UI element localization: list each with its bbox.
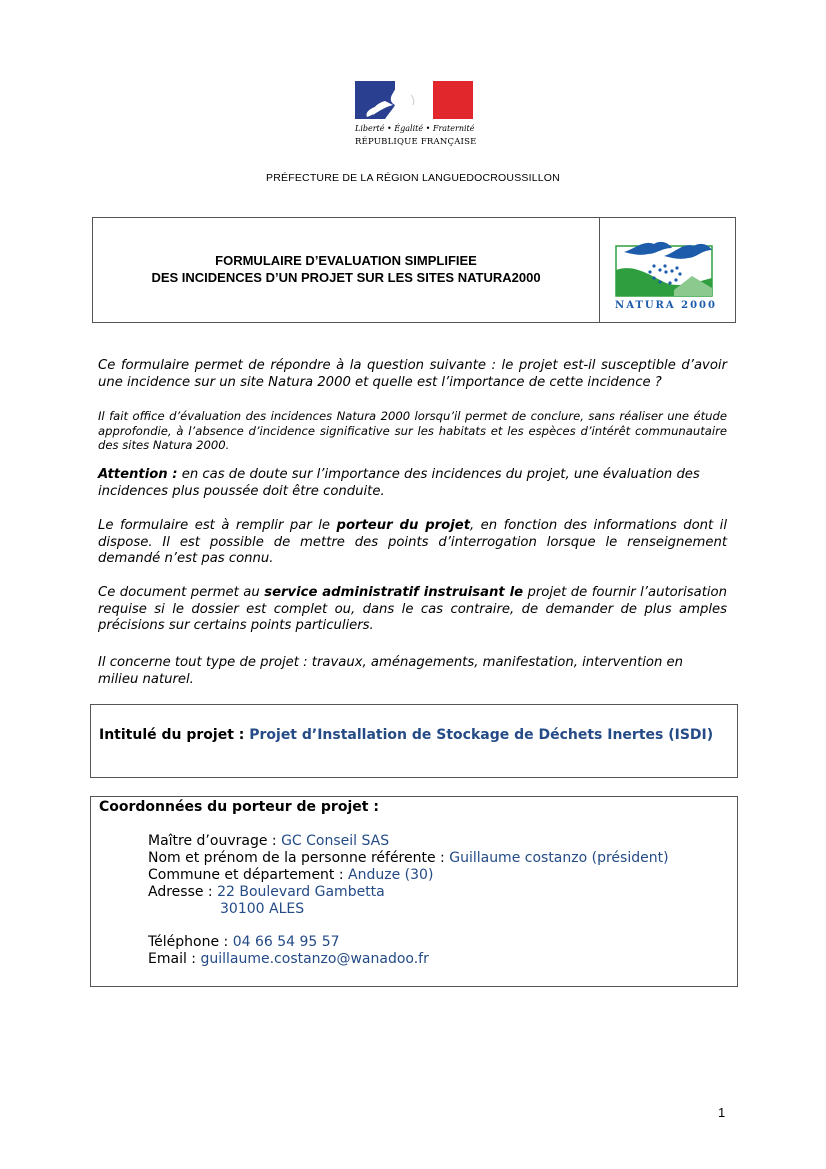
- intro-paragraph-6: Il concerne tout type de projet : travaux, aménagements, manifestation, intervention en milieu naturel.: [98, 655, 684, 687]
- referent-row: [148, 850, 669, 867]
- attention-paragraph: [98, 467, 713, 500]
- p5-text-a: Ce document permet au: [98, 585, 265, 600]
- title-box: [92, 217, 736, 323]
- telephone-value: 04 66 54 95 57: [232, 934, 340, 950]
- prefecture-heading: PRÉFECTURE DE LA RÉGION LANGUEDOCROUSSILLON: [266, 172, 560, 184]
- p4-text-c: , en fonction des informations dont il dispose. Il est possible de mettre des points d’interrogation lorsque le renseignement demandé n’est pas connu.: [98, 518, 728, 566]
- telephone-label: Téléphone :: [148, 934, 233, 950]
- referent-label: Nom et prénom de la personne référente :: [148, 850, 450, 866]
- p5-text-c: projet de fournir l’autorisation requise si le dossier est complet ou, dans le cas contraire, de demander de plus amples précisions sur certains points particuliers.: [98, 585, 727, 633]
- marianne-profile-icon: [355, 81, 473, 119]
- commune-row: [148, 867, 433, 884]
- email-label: Email :: [148, 951, 201, 967]
- adresse-line1: 22 Boulevard Gambetta: [217, 884, 385, 900]
- attention-text: en cas de doute sur l’importance des incidences du projet, une évaluation des incidences plus poussée doit être conduite.: [98, 467, 700, 499]
- adresse-line2: 30100 ALES: [220, 901, 305, 917]
- form-title-line2: DES INCIDENCES D’UN PROJET SUR LES SITES NATURA2000: [151, 270, 541, 285]
- telephone-row: [148, 934, 340, 951]
- contact-box: [90, 796, 738, 987]
- form-title-line1: FORMULAIRE D’EVALUATION SIMPLIFIEE: [215, 253, 477, 268]
- page-number: 1: [718, 1105, 726, 1120]
- republic-name: RÉPUBLIQUE FRANÇAISE: [355, 137, 477, 147]
- email-value[interactable]: guillaume.costanzo@wanadoo.fr: [200, 951, 429, 967]
- maitre-ouvrage-row: [148, 833, 389, 850]
- project-title-label: Intitulé du projet :: [99, 727, 250, 743]
- email-row: [148, 951, 429, 968]
- adresse-label: Adresse :: [148, 884, 218, 900]
- maitre-ouvrage-value: GC Conseil SAS: [281, 833, 390, 849]
- natura-logo-text: NATURA 2000: [615, 300, 717, 311]
- natura2000-logo: [614, 230, 718, 316]
- adresse-row: [148, 884, 385, 901]
- flag-graphic: [355, 81, 473, 119]
- project-title-line: [99, 727, 713, 743]
- intro-paragraph-5: [98, 585, 727, 635]
- contact-heading: Coordonnées du porteur de projet :: [99, 799, 379, 815]
- form-title: [93, 252, 599, 286]
- referent-value: Guillaume costanzo (président): [449, 850, 669, 866]
- republic-motto: Liberté • Égalité • Fraternité: [355, 124, 475, 133]
- intro-paragraph-1: Ce formulaire permet de répondre à la question suivante : le projet est-il susceptible d’avoir une incidence sur un site Natura 2000 et quelle est l’importance de cette incidence ?: [98, 358, 727, 390]
- attention-label: Attention :: [98, 467, 178, 482]
- intro-paragraph-2: Il fait office d’évaluation des incidences Natura 2000 lorsqu’il permet de conclure, sans réaliser une étude approfondie, à l’absence d’incidence significative sur les habitats et les espèces d’intérêt communautaire des sites Natura 2000.: [98, 409, 727, 452]
- p4-bold: porteur du projet: [336, 518, 471, 533]
- commune-label: Commune et département :: [148, 867, 349, 883]
- commune-value: Anduze (30): [348, 867, 434, 883]
- p5-bold: service administratif instruisant le: [264, 585, 524, 600]
- p4-text-a: Le formulaire est à remplir par le: [98, 518, 337, 533]
- title-divider: [599, 218, 600, 322]
- marianne-logo: [355, 81, 477, 153]
- intro-paragraph-4: [98, 518, 727, 568]
- maitre-ouvrage-label: Maître d’ouvrage :: [148, 833, 282, 849]
- project-title-value: Projet d’Installation de Stockage de Déchets Inertes (ISDI): [249, 727, 714, 743]
- natura-birds-icon: [614, 230, 718, 300]
- project-title-box: [90, 704, 738, 778]
